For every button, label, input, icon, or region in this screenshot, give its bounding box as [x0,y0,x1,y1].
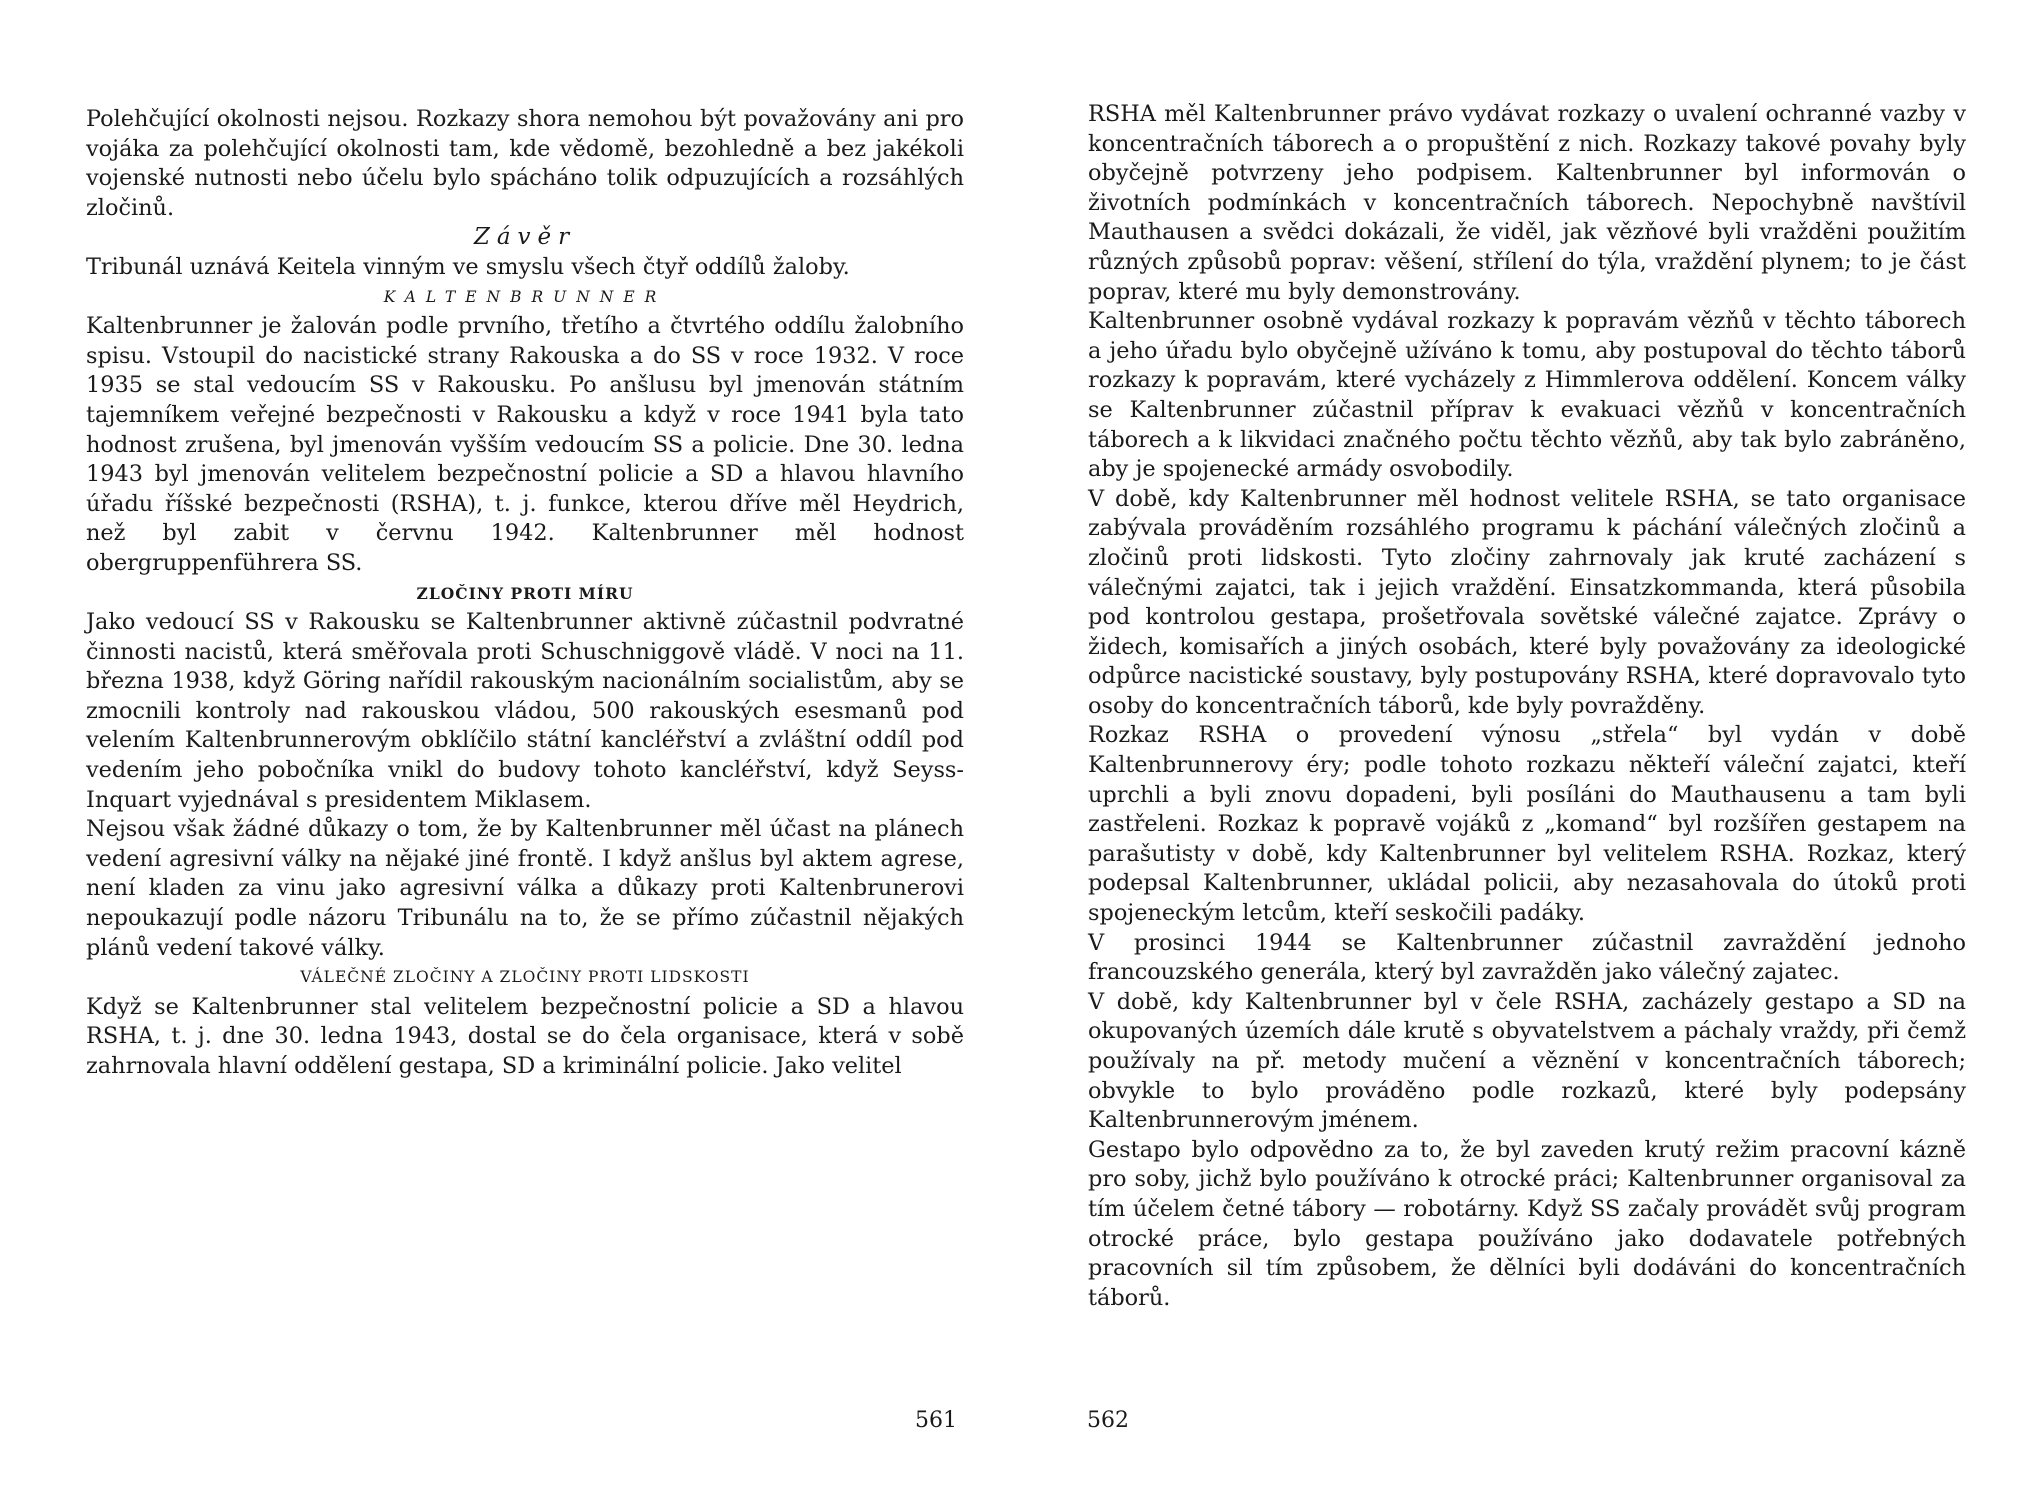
intro-paragraph: Kaltenbrunner je žalován podle prvního, třetího a čtvrtého oddílu žalobního spisu. Vstoupil do nacistické strany Rakouska a do SS v roce 1932. V roce 1935 se stal vedoucím SS v Rakousku. Po anšlusu byl jmenován státním tajemníkem veřejné bezpečnosti v Rakousku a když v roce 1941 byla tato hodnost zrušena, byl jmenován vyšším vedoucím SS a policie. Dne 30. ledna 1943 byl jmenován velitelem bezpečnostní policie a SD a hlavou hlavního úřadu říšské bezpečnosti (RSHA), t. j. funkce, kterou dříve měl Heydrich, než byl zabit v červnu 1942. Kaltenbrunner měl hodnost obergruppenführera SS. [86,313,964,576]
section-heading-war-crimes: VÁLEČNÉ ZLOČINY A ZLOČINY PROTI LIDSKOSTI [300,968,750,987]
paragraph: V době, kdy Kaltenbrunner byl v čele RSHA, zacházely gestapo a SD na okupovaných územích dále krutě s obyvatelstvem a páchaly vraždy, při čemž používaly na př. metody mučení a věznění v koncentračních táborech; obvykle to bylo prováděno podle rozkazů, které byly podepsány Kaltenbrunnerovým jménem. [1088,988,1966,1134]
paragraph: V prosinci 1944 se Kaltenbrunner zúčastnil zavraždění jednoho francouzského generála, který byl zavražděn jako válečný zajatec. [1088,929,1966,986]
right-page [1015,0,2030,1500]
verdict-paragraph: Tribunál uznává Keitela vinným ve smyslu všech čtyř oddílů žaloby. [86,253,850,280]
paragraph: RSHA měl Kaltenbrunner právo vydávat rozkazy o uvalení ochranné vazby v koncentračních táborech a o propuštění z nich. Rozkazy takové povahy byly obyčejně potvrzeny jeho podpisem. Kaltenbrunner byl informován o životních podmínkách v koncentračních táborech. Nepochybně navštívil Mauthausen a svědci dokázali, že viděl, jak vězňové byli vražděni použitím různých způsobů poprav: věšení, střílení do týla, vraždění plynem; to je část poprav, které mu byly demonstrovány. [1088,101,1966,305]
paragraph: Kaltenbrunner osobně vydával rozkazy k popravám vězňů v těchto táborech a jeho úřadu bylo obyčejně užíváno k tomu, aby postupoval do těchto táborů rozkazy k popravám, které vycházely z Himmlerova oddělení. Koncem války se Kaltenbrunner zúčastnil příprav k evakuaci vězňů v koncentračních táborech a k likvidaci značného počtu těchto vězňů, aby tak bylo zabráněno, aby je spojenecké armády osvobodily. [1088,308,1966,483]
paragraph: Nejsou však žádné důkazy o tom, že by Kaltenbrunner měl účast na plánech vedení agresivní války na nějaké jiné frontě. I když anšlus byl aktem agrese, není kladen za vinu jako agresivní válka a důkazy proti Kaltenbrunerovi nepoukazují podle názoru Tribunálu na to, že se přímo zúčastnil nějakých plánů vedení takové války. [86,816,964,961]
right-page-text [1088,100,1966,1313]
paragraph: Polehčující okolnosti nejsou. Rozkazy shora nemohou být považovány ani pro vojáka za polehčující okolnosti tam, kde vědomě, bezohledně a bez jakékoli vojenské nutnosti nebo účelu bylo spácháno tolik odpuzujících a rozsáhlých zločinů. [86,106,964,221]
paragraph: V době, kdy Kaltenbrunner měl hodnost velitele RSHA, se tato organisace zabývala prováděním rozsáhlého programu k páchání válečných zločinů a zločinů proti lidskosti. Tyto zločiny zahrnovaly jak kruté zacházení s válečnými zajatci, tak i jejich vraždění. Einsatzkommanda, která působila pod kontrolou gestapa, prošetřovala sovětské válečné zajatce. Zprávy o židech, komisařích a jiných osobách, které byly považovány za ideologické odpůrce nacistické soustavy, byly postupovány RSHA, které dopravovalo tyto osoby do koncentračních táborů, kde byly povražděny. [1088,485,1966,719]
defendant-heading: KALTENBRUNNER [383,287,667,306]
page-number-left: 561 [915,1408,957,1433]
paragraph: Když se Kaltenbrunner stal velitelem bezpečnostní policie a SD a hlavou RSHA, t. j. dne 30. ledna 1943, dostal se do čela organisace, která v sobě zahrnovala hlavní oddělení gestapa, SD a kriminální policie. Jako velitel [86,993,964,1079]
paragraph: Jako vedoucí SS v Rakousku se Kaltenbrunner aktivně zúčastnil podvratné činnosti nacistů, která směřovala proti Schuschniggově vládě. V noci na 11. března 1938, když Göring nařídil rakouským nacionálním socialistům, aby se zmocnili kontroly nad rakouskou vládou, 500 rakouských esesmanů pod velením Kaltenbrunnerovým obklíčilo státní kancléřství a zvláštní oddíl pod vedením jeho pobočníka vnikl do budovy tohoto kancléřství, když Seyss-Inquart vyjednával s presidentem Miklasem. [86,609,964,813]
paragraph: Gestapo bylo odpovědno za to, že byl zaveden krutý režim pracovní kázně pro soby, jichž bylo používáno k otrocké práci; Kaltenbrunner organisoval za tím účelem četné tábory — robotárny. Když SS začaly provádět svůj program otrocké práce, bylo gestapa používáno jako dodavatele potřebných pracovních sil tím způsobem, že dělníci byli dodáváni do koncentračních táborů. [1088,1136,1966,1311]
paragraph: Rozkaz RSHA o provedení výnosu „střela“ byl vydán v době Kaltenbrunnerovy éry; podle tohoto rozkazu někteří váleční zajatci, kteří uprchli a byli znovu dopadeni, byli posíláni do Mauthausenu a tam byli zastřeleni. Rozkaz k popravě vojáků z „komand“ byl rozšířen gestapem na parašutisty v době, kdy Kaltenbrunner byl velitelem RSHA. Rozkaz, který podepsal Kaltenbrunner, ukládal policii, aby nezasahovala do útoků proti spojeneckým letcům, kteří seskočili padáky. [1088,722,1966,927]
page-number-right: 562 [1087,1408,1129,1433]
zaver-heading: Závěr [473,224,577,251]
section-heading-crimes-against-peace: ZLOČINY PROTI MÍRU [416,583,634,603]
left-page-text [86,105,964,1082]
